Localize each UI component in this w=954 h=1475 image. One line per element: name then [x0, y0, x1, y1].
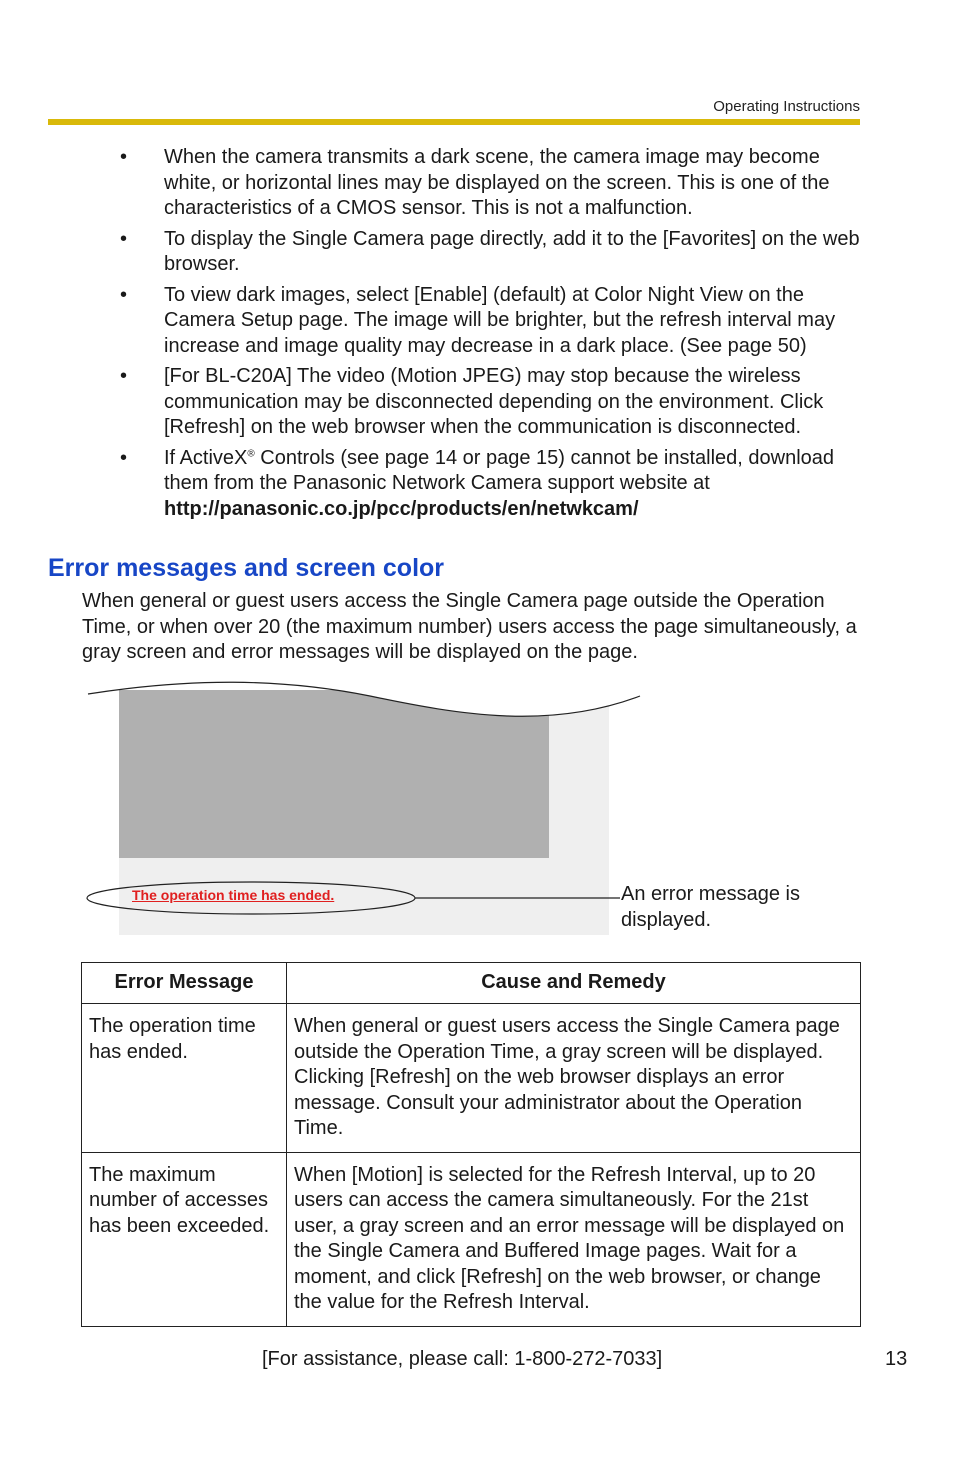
list-item: • When the camera transmits a dark scene, the camera image may become white, or horizontal lines may be displayed on the screen. This is one of the characteristics of a CMOS sensor. This is not a malfunction. [120, 146, 830, 219]
table-row [82, 1004, 861, 1153]
notes-list [120, 145, 860, 527]
error-message-sample: The operation time has ended. [132, 887, 335, 903]
gray-image-area [119, 690, 549, 858]
column-header-cause-remedy: Cause and Remedy [287, 963, 861, 1004]
registered-mark: ® [247, 447, 255, 459]
table-header-row [82, 963, 861, 1004]
list-item: • [For BL-C20A] The video (Motion JPEG) may stop because the wireless communication may be disconnected depending on the environment. Click [Refresh] on the web browser when the communication is disconnected. [120, 365, 824, 438]
list-item: • To view dark images, select [Enable] (default) at Color Night View on the Camera Setup page. The image will be brighter, but the refresh interval may increase and image quality may decrease in a dark place. (See page 50) [120, 283, 836, 357]
header-rule [48, 119, 860, 125]
remedy-cell: When general or guest users access the Single Camera page outside the Operation Time, a gray screen will be displayed. Clicking [Refresh] on the web browser displays an error message. Consult your administrator about the Operation Time. [287, 1004, 861, 1153]
section-title: Error messages and screen color [48, 554, 445, 582]
bullet-icon: • [120, 365, 128, 387]
support-url[interactable]: http://panasonic.co.jp/pcc/products/en/netwkcam/ [164, 497, 639, 520]
remedy-cell: When [Motion] is selected for the Refresh Interval, up to 20 users can access the camera simultaneously. For the 21st user, a gray screen and an error message will be displayed on the Single Camera and Buffered Image pages. Wait for a moment, and click [Refresh] on the web browser, or change the value for the Refresh Interval. [287, 1152, 861, 1326]
error-screen-figure [80, 670, 820, 940]
section-intro: When general or guest users access the Single Camera page outside the Operation Time, or when over 20 (the maximum number) users access the page simultaneously, a gray screen and error messages will be displayed on the page. [82, 590, 857, 663]
bullet-icon: • [120, 146, 128, 168]
column-header-error-message: Error Message [82, 963, 287, 1004]
page-number: 13 [885, 1348, 908, 1370]
list-item: • To display the Single Camera page directly, add it to the [Favorites] on the web browser. [120, 227, 860, 275]
bullet-icon: • [120, 227, 128, 250]
bullet-icon: • [120, 283, 128, 306]
error-table [81, 962, 861, 1327]
table-row [82, 1152, 861, 1326]
error-message-cell: The maximum number of accesses has been exceeded. [82, 1152, 287, 1326]
figure-caption: An error message is displayed. [621, 883, 800, 931]
error-message-cell: The operation time has ended. [82, 1004, 287, 1153]
header-label: Operating Instructions [713, 98, 860, 115]
bullet-icon: • [120, 446, 128, 469]
assistance-footer: [For assistance, please call: 1-800-272-7033] [262, 1348, 663, 1370]
list-item: • If ActiveX® Controls (see page 14 or page 15) cannot be installed, download them from the Panasonic Network Camera support website at http://panasonic.co.jp/pcc/products/en/netwkcam/ [120, 446, 860, 523]
